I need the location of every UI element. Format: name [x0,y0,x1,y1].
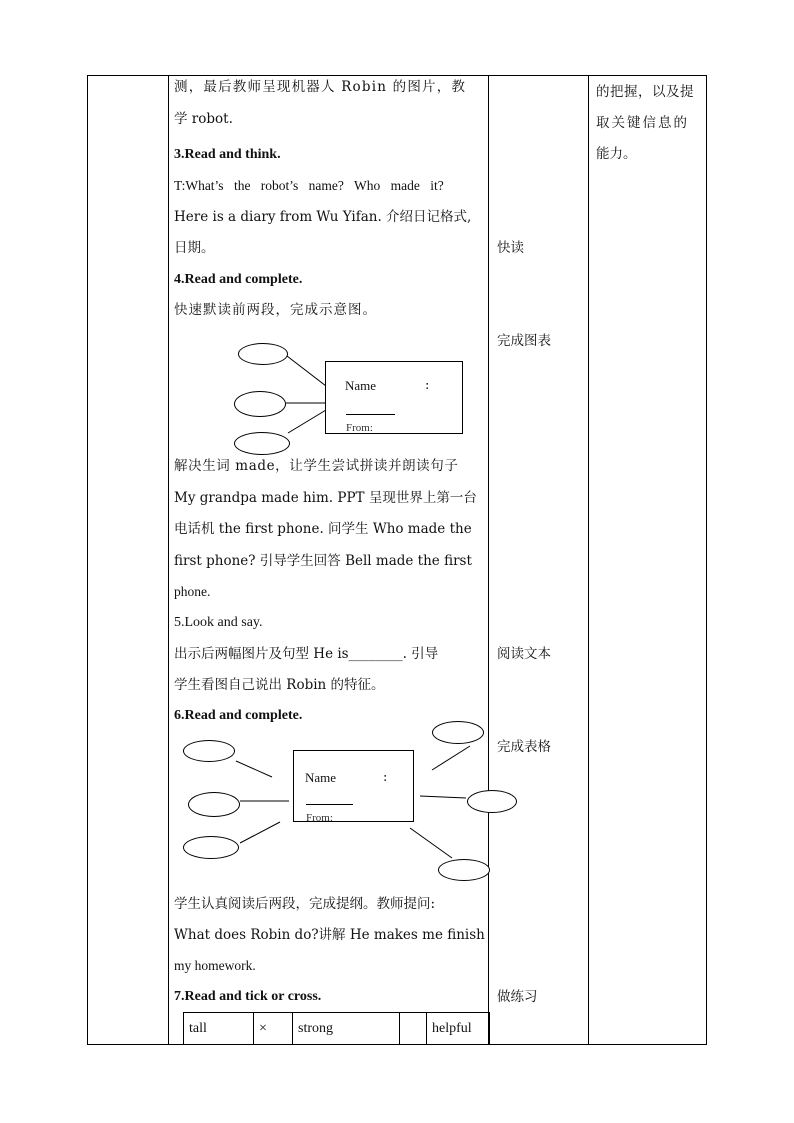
tick-cell: tall [184,1013,254,1044]
diagram2-bubble [467,790,517,813]
activity-item: 阅读文本 [497,646,551,662]
purpose-line: 取关键信息的 [596,115,689,131]
step4-instruction: 快速默读前两段，完成示意图。 [174,302,377,318]
para2-line4: first phone? 引导学生回答 Bell made the first [174,553,472,569]
para1-line2: 学 robot. [174,111,233,127]
diagram2-from-label: From: [306,812,333,822]
diagram2-bubble [432,721,484,744]
activity-item: 完成图表 [497,333,551,349]
step6-heading: 6.Read and complete. [174,708,303,723]
para2-line1: 解决生词 made，让学生尝试拼读并朗读句子 [174,458,459,474]
diagram1-bubble [234,432,290,455]
step5-heading: 5.Look and say. [174,615,263,630]
tick-cross-table [183,1012,490,1044]
para3-line2: What does Robin do?讲解 He makes me finish [174,927,485,943]
diagram2-colon: : [383,770,388,785]
diagram1-bubble [234,391,286,417]
step5-line2: 学生看图自己说出 Robin 的特征。 [174,677,385,693]
diagram2-info-box [293,750,414,822]
para3-line3: my homework. [174,958,256,973]
diagram1-blank [346,414,395,415]
diagram1-from-label: From: [346,422,373,434]
para2-line2: My grandpa made him. PPT 呈现世界上第一台 [174,490,477,506]
para2-line5: phone. [174,584,211,599]
para3-line1: 学生认真阅读后两段，完成提纲。教师提问: [174,896,436,912]
step5-line1: 出示后两幅图片及句型 He is________. 引导 [174,646,439,662]
diagram2-bubble [188,792,240,817]
diagram1-info-box [325,361,463,434]
diagram2-bubble [183,836,239,859]
step3-line1: T:What’s the robot’s name? Who made it? [174,178,444,193]
purpose-line: 的把握，以及提 [596,84,694,100]
diagram1-name-label: Name [345,378,377,393]
step3-line3: 日期。 [174,240,215,256]
step4-heading: 4.Read and complete. [174,272,303,287]
step3-line2: Here is a diary from Wu Yifan. 介绍日记格式, [174,209,472,225]
tick-cell: × [254,1013,293,1044]
diagram2-bubble [183,740,235,762]
step7-heading: 7.Read and tick or cross. [174,989,322,1004]
diagram1-colon: : [425,378,430,393]
purpose-line: 能力。 [596,146,637,162]
diagram2-name-label: Name [305,770,337,785]
activity-item: 完成表格 [497,739,551,755]
diagram2-blank [306,804,353,805]
tick-cell: strong [293,1013,400,1044]
diagram2-bubble [438,859,490,881]
activity-item: 快读 [497,240,524,256]
diagram1-bubble [238,343,288,365]
tick-cell: helpful [432,1021,472,1036]
activity-item: 做练习 [497,989,538,1005]
para2-line3: 电话机 the first phone. 问学生 Who made the [174,521,472,537]
step3-heading: 3.Read and think. [174,147,281,162]
para1-line1: 测，最后教师呈现机器人 Robin 的图片，教 [174,79,467,95]
tick-cell [400,1013,427,1044]
